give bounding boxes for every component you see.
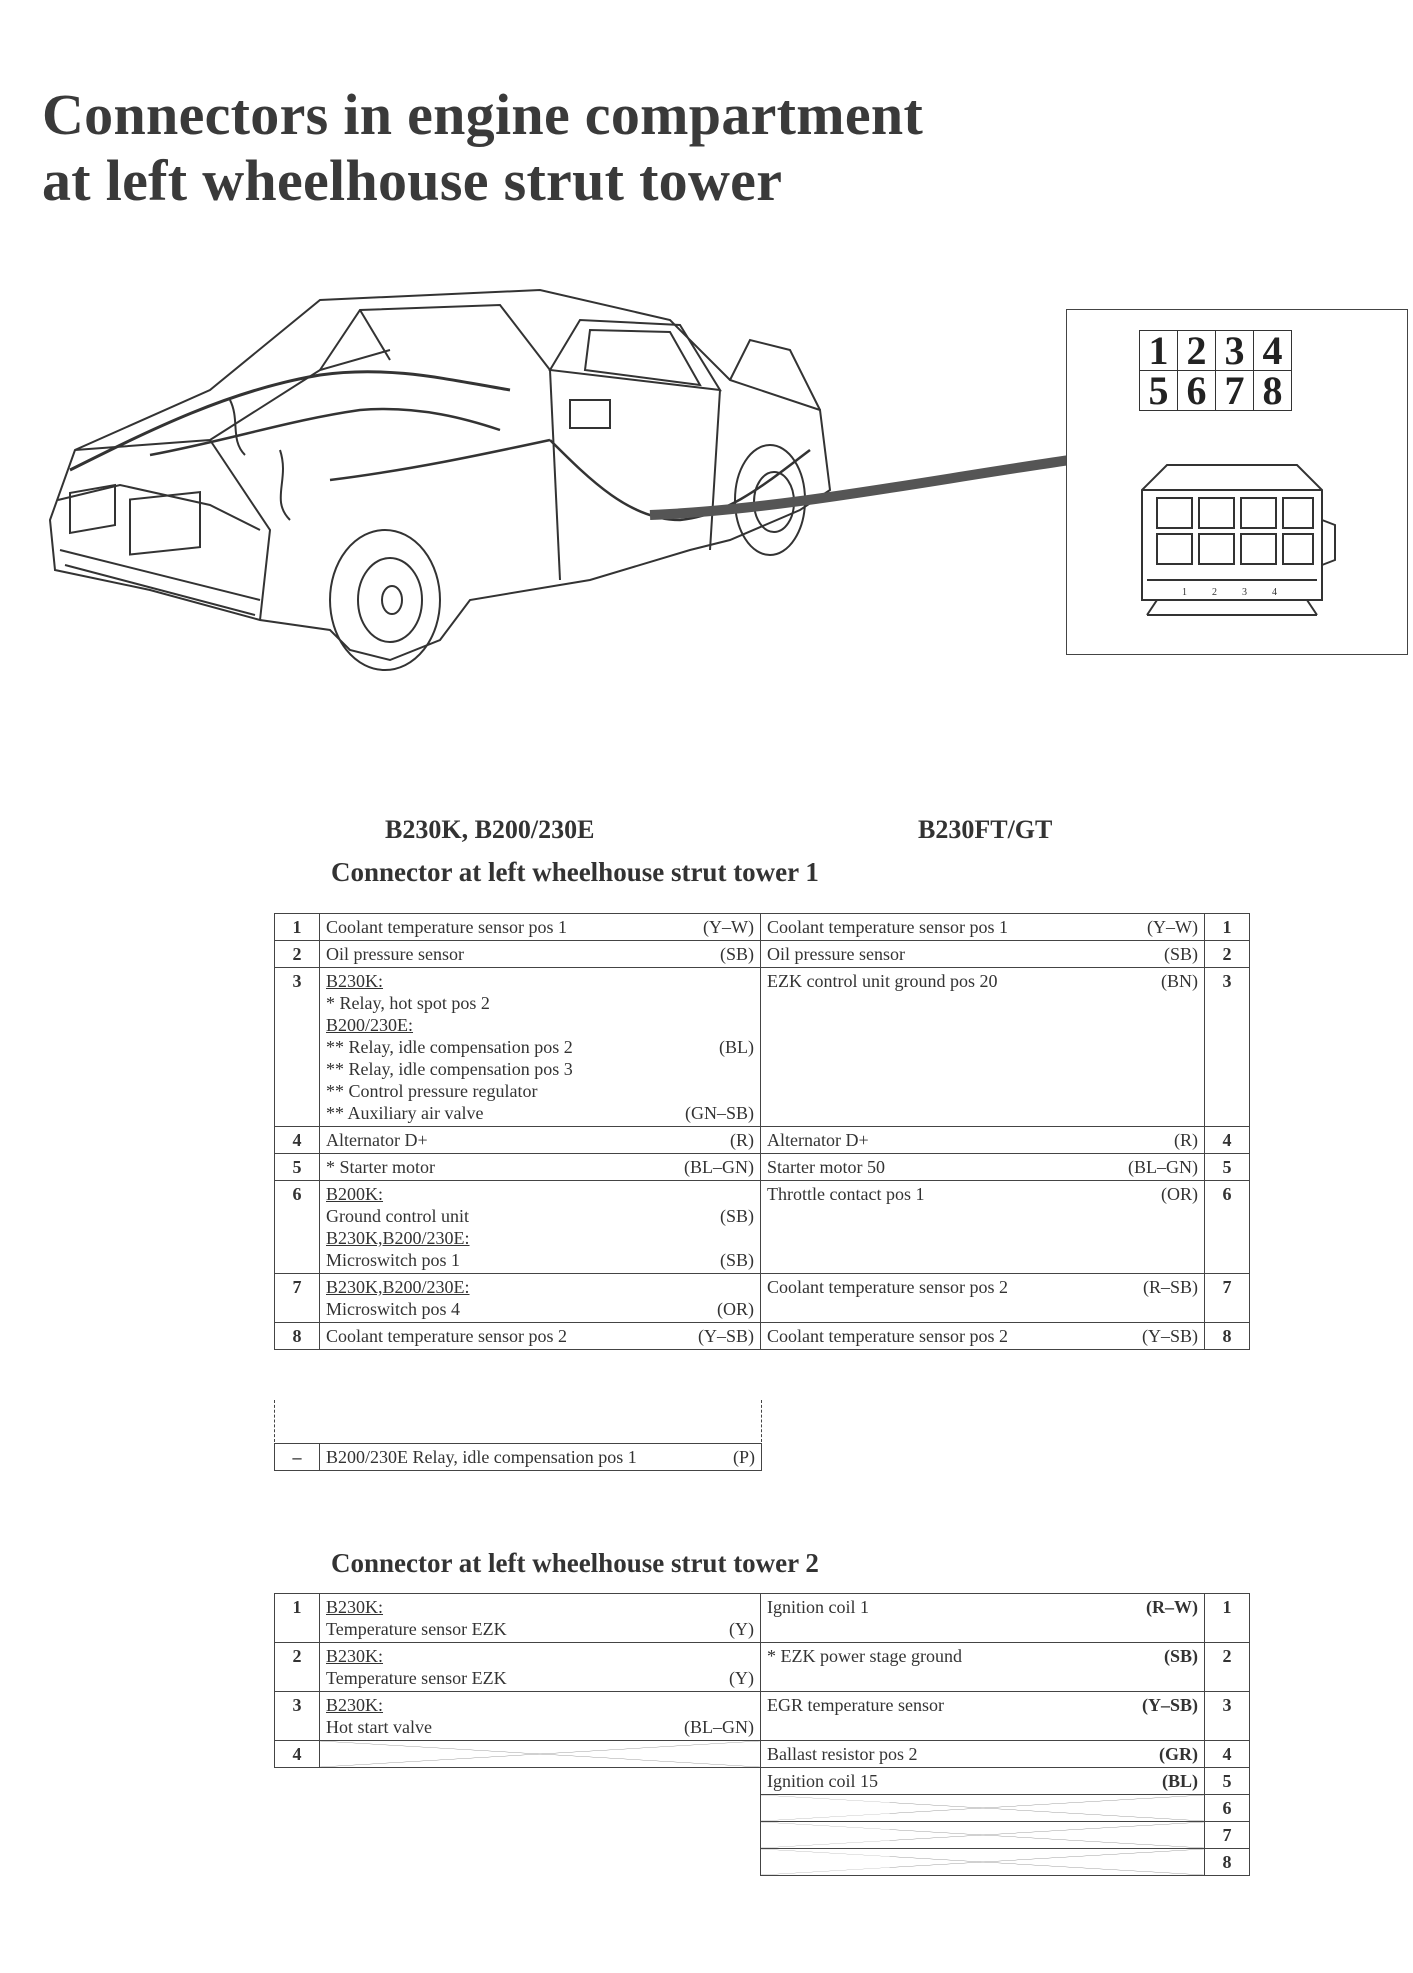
row-description — [320, 1741, 761, 1768]
wire-code — [744, 1080, 754, 1102]
pin-number-right: 3 — [1205, 968, 1250, 1127]
item-text: B230K,B200/230E: — [326, 1277, 470, 1297]
pin-number-right: 7 — [1205, 1274, 1250, 1323]
pin-number-right: 3 — [1205, 1692, 1250, 1741]
row-description-right — [761, 1274, 1205, 1323]
item-text: ** Auxiliary air valve — [326, 1103, 484, 1123]
wire-code: (BN) — [1161, 971, 1198, 991]
wire-code — [744, 1276, 754, 1298]
wire-code — [744, 1183, 754, 1205]
row-description-right — [761, 1127, 1205, 1154]
small-pin-label: 1 — [1182, 587, 1187, 598]
item-text: EZK control unit ground pos 20 — [767, 971, 998, 991]
item-text: Ignition coil 15 — [767, 1771, 878, 1791]
car-wiring-illustration — [30, 280, 1080, 700]
wire-code: (BL) — [1162, 1771, 1198, 1791]
wire-code — [744, 1694, 754, 1716]
pin-number: 1 — [275, 914, 320, 941]
pin-number: 6 — [275, 1181, 320, 1274]
item-text: * EZK power stage ground — [767, 1646, 962, 1666]
item-text: ** Relay, idle compensation pos 2 — [326, 1037, 573, 1057]
wire-code: (P) — [733, 1447, 755, 1467]
pin-label: 2 — [1178, 331, 1216, 371]
pin-number-right: 1 — [1205, 1594, 1250, 1643]
item-text: Coolant temperature sensor pos 2 — [767, 1326, 1008, 1346]
row-description-right — [761, 1154, 1205, 1181]
pin-label: 5 — [1140, 371, 1178, 411]
wire-code: (OR) — [1161, 1184, 1198, 1204]
item-text: Microswitch pos 4 — [326, 1299, 460, 1319]
wire-code: (SB) — [719, 944, 754, 964]
item-text: Oil pressure sensor — [767, 944, 905, 964]
row-description — [320, 941, 761, 968]
wire-code: (R–W) — [1146, 1597, 1198, 1617]
wire-code: (OR) — [717, 1299, 754, 1319]
wire-code — [744, 1058, 754, 1080]
wire-code: (Y) — [729, 1668, 754, 1688]
wire-code — [744, 992, 754, 1014]
item-text: * Starter motor — [326, 1157, 435, 1177]
item-text: * Relay, hot spot pos 2 — [326, 993, 490, 1013]
table-row — [275, 1154, 1250, 1181]
item-text: B230K: — [326, 1695, 384, 1715]
item-text: Alternator D+ — [767, 1130, 869, 1150]
row-description-right — [761, 1323, 1205, 1350]
item-text: Alternator D+ — [326, 1130, 428, 1150]
pin-label: 6 — [1178, 371, 1216, 411]
item-text: B200/230E: — [326, 1015, 414, 1035]
dashed-connector-line — [274, 1400, 762, 1442]
connector2-title: Connector at left wheelhouse strut tower 2 — [331, 1548, 819, 1578]
wire-code — [744, 1014, 754, 1036]
pin-number: 5 — [275, 1154, 320, 1181]
row-description-right — [761, 914, 1205, 941]
item-text: Temperature sensor EZK — [326, 1619, 507, 1639]
item-text: B230K: — [326, 1646, 384, 1666]
item-text: Coolant temperature sensor pos 1 — [767, 917, 1008, 937]
item-text: Ballast resistor pos 2 — [767, 1744, 918, 1764]
pin-number-right: 2 — [1205, 1643, 1250, 1692]
table-row — [275, 1822, 1250, 1849]
item-text: Starter motor 50 — [767, 1157, 885, 1177]
row-description-right — [761, 1643, 1205, 1692]
row-description-right — [761, 1822, 1205, 1849]
row-description — [320, 1643, 761, 1692]
row-description-right — [761, 1849, 1205, 1876]
small-pin-label: 3 — [1242, 587, 1247, 598]
pin-label: 8 — [1254, 371, 1292, 411]
table-row — [275, 1444, 762, 1471]
connector-pin-grid — [1139, 330, 1292, 411]
item-text: B200/230E Relay, idle compensation pos 1 — [326, 1447, 637, 1467]
connector2-table — [274, 1593, 1250, 1876]
item-text: Temperature sensor EZK — [326, 1668, 507, 1688]
wire-code — [744, 1645, 754, 1667]
row-description-right — [761, 1594, 1205, 1643]
small-pin-label: 4 — [1272, 587, 1277, 598]
row-description-right — [761, 968, 1205, 1127]
pin-number-right: 8 — [1205, 1323, 1250, 1350]
item-text: Microswitch pos 1 — [326, 1250, 460, 1270]
pin-number: 2 — [275, 941, 320, 968]
table-row — [275, 1323, 1250, 1350]
wire-code: (Y–W) — [1147, 917, 1198, 937]
variant-right-label: B230FT/GT — [918, 815, 1053, 844]
row-description — [320, 968, 761, 1127]
pin-number-right: 8 — [1205, 1849, 1250, 1876]
pin-number: 7 — [275, 1274, 320, 1323]
row-description-right — [761, 1768, 1205, 1795]
connector1-title: Connector at left wheelhouse strut tower 1 — [331, 857, 819, 887]
pin-number: 2 — [275, 1643, 320, 1692]
page-title-line-1: Connectors in engine compartment — [42, 82, 924, 147]
row-description-right — [761, 1795, 1205, 1822]
wire-code: (R) — [730, 1130, 754, 1150]
item-text: B230K: — [326, 1597, 384, 1617]
wire-code: (BL–GN) — [684, 1157, 754, 1177]
wire-code: (SB) — [1163, 1646, 1198, 1666]
wire-code: (SB) — [719, 1250, 754, 1270]
unused-cell-cross — [761, 1822, 1204, 1848]
wire-code: (R) — [1174, 1130, 1198, 1150]
table-row — [275, 1795, 1250, 1822]
pin-number: 3 — [275, 968, 320, 1127]
table-row — [275, 941, 1250, 968]
table-row — [275, 1741, 1250, 1768]
wire-code: (Y–SB) — [1141, 1326, 1198, 1346]
wire-code: (Y–SB) — [697, 1326, 754, 1346]
pin-number: 4 — [275, 1127, 320, 1154]
wire-code: (BL) — [719, 1037, 754, 1057]
row-description — [320, 1692, 761, 1741]
row-description-right — [761, 941, 1205, 968]
pin-number-right: 5 — [1205, 1768, 1250, 1795]
unused-cell-cross — [761, 1795, 1204, 1821]
item-text: Ground control unit — [326, 1206, 469, 1226]
unused-cell-cross — [320, 1741, 760, 1767]
item-text: Throttle contact pos 1 — [767, 1184, 925, 1204]
pin-number-right: 6 — [1205, 1181, 1250, 1274]
wire-code — [744, 1227, 754, 1249]
connector1-extra-table — [274, 1443, 762, 1471]
row-description — [320, 1127, 761, 1154]
row-description-right — [761, 1692, 1205, 1741]
row-description — [320, 1154, 761, 1181]
row-description-right — [761, 1181, 1205, 1274]
pin-number: 4 — [275, 1741, 320, 1768]
table-row — [275, 1692, 1250, 1741]
item-text: ** Relay, idle compensation pos 3 — [326, 1059, 573, 1079]
table-row — [275, 914, 1250, 941]
connector-detail-box — [1066, 309, 1408, 655]
table-row — [275, 1274, 1250, 1323]
pin-label: 4 — [1254, 331, 1292, 371]
small-pin-label: 2 — [1212, 587, 1217, 598]
row-description — [320, 1274, 761, 1323]
pin-number-right: 5 — [1205, 1154, 1250, 1181]
wire-code: (SB) — [719, 1206, 754, 1226]
table-row — [275, 1849, 1250, 1876]
connector-drawing — [1127, 450, 1337, 630]
item-text: Coolant temperature sensor pos 2 — [326, 1326, 567, 1346]
wire-code: (Y) — [729, 1619, 754, 1639]
pin-number-right: 4 — [1205, 1741, 1250, 1768]
item-text: Ignition coil 1 — [767, 1597, 869, 1617]
item-text: Oil pressure sensor — [326, 944, 464, 964]
wire-code: (SB) — [1163, 944, 1198, 964]
item-text: B230K: — [326, 971, 384, 991]
unused-cell-cross — [761, 1849, 1204, 1875]
wire-code — [744, 1596, 754, 1618]
row-description-right — [761, 1741, 1205, 1768]
variant-left-label: B230K, B200/230E — [385, 815, 595, 844]
table-row — [275, 1643, 1250, 1692]
page-title — [42, 82, 923, 214]
row-description — [320, 1323, 761, 1350]
pin-number: 1 — [275, 1594, 320, 1643]
row-description — [320, 1594, 761, 1643]
wire-code: (BL–GN) — [684, 1717, 754, 1737]
wire-code: (Y–SB) — [1141, 1695, 1198, 1715]
row-description — [320, 1181, 761, 1274]
item-text: Coolant temperature sensor pos 2 — [767, 1277, 1008, 1297]
pin-number: 8 — [275, 1323, 320, 1350]
item-text: Coolant temperature sensor pos 1 — [326, 917, 567, 937]
pin-number-right: 4 — [1205, 1127, 1250, 1154]
item-text: EGR temperature sensor — [767, 1695, 944, 1715]
pin-label: 3 — [1216, 331, 1254, 371]
wire-code: (Y–W) — [703, 917, 754, 937]
item-text: B200K: — [326, 1184, 384, 1204]
table-row — [275, 1594, 1250, 1643]
wire-code: (GR) — [1159, 1744, 1198, 1764]
pin-number-right: 7 — [1205, 1822, 1250, 1849]
table-row — [275, 1127, 1250, 1154]
table-row — [275, 1768, 1250, 1795]
pin-number-right: 2 — [1205, 941, 1250, 968]
pin-number: – — [275, 1444, 320, 1471]
connector1-table — [274, 913, 1250, 1350]
item-text: Hot start valve — [326, 1717, 432, 1737]
wire-code: (R–SB) — [1142, 1277, 1198, 1297]
pin-number-right: 6 — [1205, 1795, 1250, 1822]
item-text: B230K,B200/230E: — [326, 1228, 470, 1248]
row-description — [320, 914, 761, 941]
row-description — [320, 1444, 762, 1471]
pin-label: 1 — [1140, 331, 1178, 371]
wire-code: (GN–SB) — [684, 1103, 754, 1123]
pin-label: 7 — [1216, 371, 1254, 411]
page-title-line-2: at left wheelhouse strut tower — [42, 148, 783, 213]
table-row — [275, 1181, 1250, 1274]
wire-code — [744, 970, 754, 992]
pin-number-right: 1 — [1205, 914, 1250, 941]
pin-number: 3 — [275, 1692, 320, 1741]
item-text: ** Control pressure regulator — [326, 1081, 538, 1101]
wire-code: (BL–GN) — [1128, 1157, 1198, 1177]
table-row — [275, 968, 1250, 1127]
